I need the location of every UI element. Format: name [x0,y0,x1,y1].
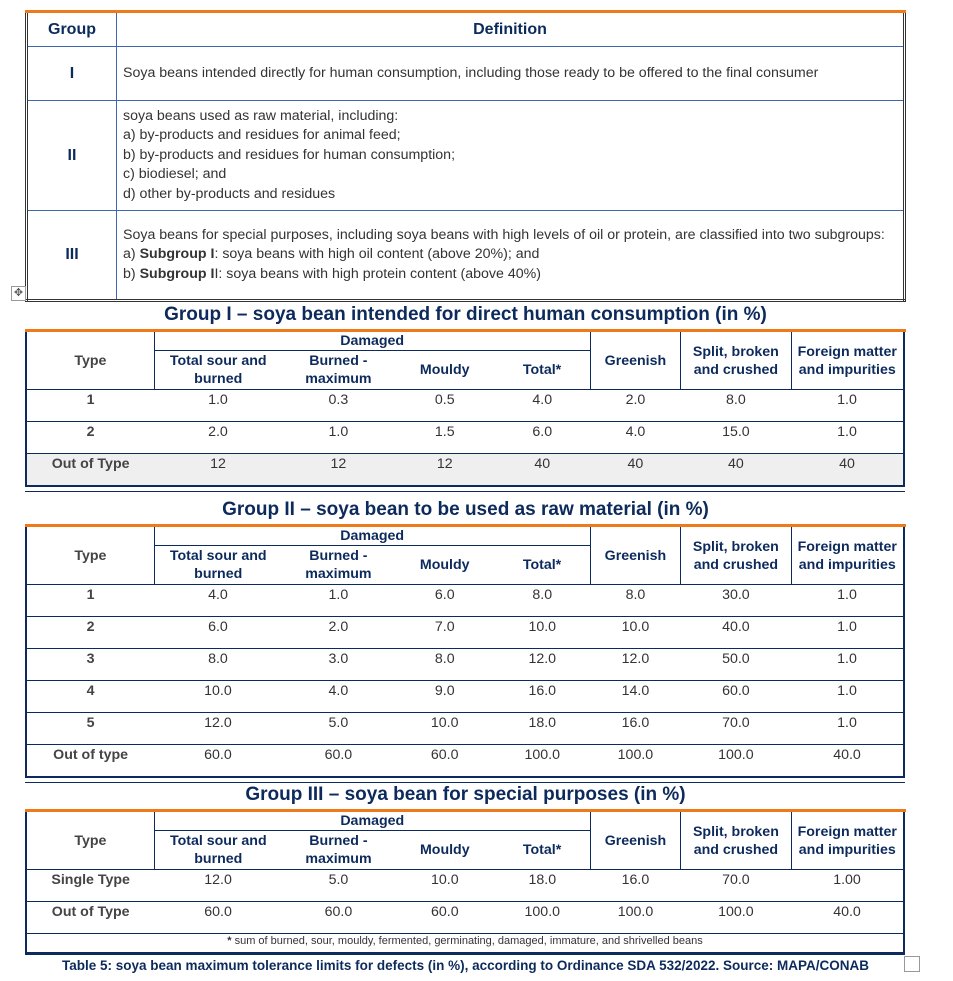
cell-total: 100.0 [494,902,590,934]
cell-mouldy: 8.0 [395,649,494,681]
cell-burned-maximum: 60.0 [282,902,395,934]
cell-mouldy: 9.0 [395,681,494,713]
footnote-row [26,934,904,954]
col-header-greenish: Greenish [590,332,681,390]
table-row [26,902,904,934]
table-bottom-rule [25,776,905,783]
col-header-foreign: Foreign matter and impurities [797,823,897,858]
cell-mouldy: 1.5 [395,422,494,454]
cell-burned-maximum: 1.0 [282,585,395,617]
cell-greenish: 8.0 [590,585,681,617]
cell-burned-maximum: 4.0 [282,681,395,713]
col-header-damaged: Damaged [154,527,590,546]
cell-foreign-matter: 1.0 [791,585,904,617]
row-type: Single Type [26,870,154,902]
cell-total-sour-burned: 60.0 [154,745,281,777]
cell-split-broken-crushed: 40 [681,454,791,486]
cell-greenish: 14.0 [590,681,681,713]
cell-mouldy: 60.0 [395,745,494,777]
group-i-table-wrapper [25,329,906,492]
cell-split-broken-crushed: 70.0 [681,713,791,745]
cell-mouldy: 0.5 [395,390,494,422]
definition-line: d) other by-products and residues [123,185,336,202]
row-type: 2 [26,617,154,649]
header-row [26,812,904,831]
row-type: 1 [26,585,154,617]
cell-burned-maximum: 2.0 [282,617,395,649]
subgroup-prefix: b) [123,265,140,282]
table-row [26,390,904,422]
cell-greenish: 16.0 [590,870,681,902]
cell-greenish: 10.0 [590,617,681,649]
cell-greenish: 100.0 [590,902,681,934]
definitions-header-row [27,13,905,47]
row-type: Out of type [26,745,154,777]
col-header-type: Type [26,527,154,585]
header-group: Group [27,13,117,47]
subgroup-name: Subgroup I [139,246,215,263]
col-header-type: Type [26,332,154,390]
cell-total-sour-burned: 1.0 [154,390,281,422]
header-row [26,527,904,546]
cell-total-sour-burned: 12.0 [154,713,281,745]
cell-greenish: 40 [590,454,681,486]
cell-burned-maximum: 5.0 [282,713,395,745]
cell-burned-maximum: 12 [282,454,395,486]
cell-greenish: 100.0 [590,745,681,777]
definition-text [117,211,905,301]
cell-total: 18.0 [494,713,590,745]
cell-total: 6.0 [494,422,590,454]
cell-burned-maximum: 3.0 [282,649,395,681]
cell-total: 4.0 [494,390,590,422]
definition-text [117,47,905,101]
col-header-split: Split, broken and crushed [681,332,791,390]
table-row [26,681,904,713]
row-type: Out of Type [26,902,154,934]
cell-foreign-matter: 40 [791,454,904,486]
subgroup-prefix: a) [123,246,140,263]
col-header-burned-max: Burned - maximum [305,548,372,582]
col-header-split: Split, broken and crushed [681,812,791,870]
cell-greenish: 12.0 [590,649,681,681]
caption-rule [25,952,905,955]
cell-total-sour-burned: 6.0 [154,617,281,649]
cell-burned-maximum: 5.0 [282,870,395,902]
cell-split-broken-crushed: 50.0 [681,649,791,681]
cell-total-sour-burned: 60.0 [154,902,281,934]
cell-mouldy: 7.0 [395,617,494,649]
cell-foreign-matter: 1.0 [791,617,904,649]
header-row [26,332,904,351]
col-header-burned-max: Burned - maximum [305,353,372,387]
col-header-greenish: Greenish [590,527,681,585]
cell-split-broken-crushed: 8.0 [681,390,791,422]
definition-row [27,47,905,101]
table-move-handle-icon[interactable]: ✥ [11,286,26,301]
definition-line: soya beans used as raw material, including: [123,107,399,124]
col-header-total: Total* [494,546,590,585]
definition-line: c) biodiesel; and [123,166,227,183]
table-caption: Table 5: soya bean maximum tolerance limits for defects (in %), according to Ordinance SDA 532/2022. Source: MAPA/CONAB [62,958,869,973]
cell-mouldy: 12 [395,454,494,486]
row-type: 2 [26,422,154,454]
table-row [26,745,904,777]
col-header-damaged: Damaged [154,812,590,831]
cell-total: 8.0 [494,585,590,617]
group-label: I [27,47,117,101]
table-row [26,713,904,745]
cell-split-broken-crushed: 30.0 [681,585,791,617]
col-header-foreign: Foreign matter and impurities [797,538,897,573]
cell-total: 18.0 [494,870,590,902]
group-ii-title: Group II – soya bean to be used as raw material (in %) [222,499,709,520]
cell-greenish: 16.0 [590,713,681,745]
col-header-split: Split, broken and crushed [681,527,791,585]
row-type: 1 [26,390,154,422]
cell-total-sour-burned: 4.0 [154,585,281,617]
cell-foreign-matter: 1.00 [791,870,904,902]
cell-total-sour-burned: 2.0 [154,422,281,454]
footnote [26,934,904,954]
cell-total: 16.0 [494,681,590,713]
cell-foreign-matter: 1.0 [791,649,904,681]
group-iii-title: Group III – soya bean for special purposes (in %) [245,784,686,805]
cell-foreign-matter: 1.0 [791,390,904,422]
table-row [26,422,904,454]
table-row [26,585,904,617]
row-type: 5 [26,713,154,745]
subgroup-desc: I: soya beans with high protein content (above 40%) [214,265,541,282]
definition-row [27,211,905,301]
group-label: III [27,211,117,301]
subgroup-desc: : soya beans with high oil content (above 20%); and [214,246,540,263]
subgroup-line [123,265,897,285]
col-header-total-sour: Total sour and burned [169,833,267,867]
subgroup-line [123,245,897,265]
col-header-mouldy: Mouldy [419,362,470,378]
footnote-text: sum of burned, sour, mouldy, fermented, germinating, damaged, immature, and shrivelled beans [231,935,703,947]
col-header-damaged: Damaged [154,332,590,351]
group-ii-table-wrapper [25,524,906,783]
definition-line: Soya beans for special purposes, including soya beans with high levels of oil or protein, are classified into two subgroups: [123,226,885,243]
group-iii-table [25,812,905,954]
col-header-total-sour: Total sour and burned [169,548,267,582]
cell-total: 100.0 [494,745,590,777]
cell-burned-maximum: 1.0 [282,422,395,454]
group-i-title: Group I – soya bean intended for direct human consumption (in %) [164,304,767,325]
col-header-greenish: Greenish [590,812,681,870]
cell-mouldy: 6.0 [395,585,494,617]
row-type: 4 [26,681,154,713]
definition-line: a) by-products and residues for animal feed; [123,127,401,144]
cell-mouldy: 60.0 [395,902,494,934]
definition-line: Soya beans intended directly for human consumption, including those ready to be offered to the final consumer [123,64,819,81]
definitions-table [25,13,906,302]
cell-split-broken-crushed: 100.0 [681,745,791,777]
cell-mouldy: 10.0 [395,870,494,902]
cell-greenish: 4.0 [590,422,681,454]
header-definition: Definition [117,13,905,47]
table-row [26,454,904,486]
table-row [26,649,904,681]
cell-greenish: 2.0 [590,390,681,422]
cell-foreign-matter: 1.0 [791,681,904,713]
group-iii-table-wrapper [25,809,906,954]
cell-split-broken-crushed: 60.0 [681,681,791,713]
table-bottom-rule [25,485,905,492]
cell-burned-maximum: 0.3 [282,390,395,422]
col-header-mouldy: Mouldy [419,557,470,573]
col-header-burned-max: Burned - maximum [305,833,372,867]
cell-split-broken-crushed: 40.0 [681,617,791,649]
row-type: 3 [26,649,154,681]
cell-foreign-matter: 1.0 [791,713,904,745]
definition-text [117,101,905,211]
cell-foreign-matter: 1.0 [791,422,904,454]
cell-split-broken-crushed: 70.0 [681,870,791,902]
col-header-foreign: Foreign matter and impurities [797,343,897,378]
row-type: Out of Type [26,454,154,486]
cell-total: 10.0 [494,617,590,649]
col-header-total: Total* [494,831,590,870]
definition-line: b) by-products and residues for human consumption; [123,146,456,163]
cell-total-sour-burned: 10.0 [154,681,281,713]
col-header-mouldy: Mouldy [419,842,470,858]
col-header-type: Type [26,812,154,870]
footnote-star: * [227,935,232,947]
cell-total-sour-burned: 8.0 [154,649,281,681]
cell-total: 12.0 [494,649,590,681]
table-row [26,617,904,649]
cell-split-broken-crushed: 15.0 [681,422,791,454]
definition-row [27,101,905,211]
col-header-total: Total* [494,351,590,390]
cell-burned-maximum: 60.0 [282,745,395,777]
cell-total: 40 [494,454,590,486]
cell-foreign-matter: 40.0 [791,745,904,777]
group-ii-table [25,527,905,776]
subgroup-name: Subgroup I [139,265,215,282]
cell-foreign-matter: 40.0 [791,902,904,934]
group-i-table [25,332,905,485]
cell-split-broken-crushed: 100.0 [681,902,791,934]
cell-total-sour-burned: 12 [154,454,281,486]
cell-total-sour-burned: 12.0 [154,870,281,902]
definitions-table-wrapper [25,10,906,302]
group-label: II [27,101,117,211]
col-header-total-sour: Total sour and burned [169,353,267,387]
cell-mouldy: 10.0 [395,713,494,745]
table-row [26,870,904,902]
paragraph-marker-checkbox[interactable] [904,956,920,972]
